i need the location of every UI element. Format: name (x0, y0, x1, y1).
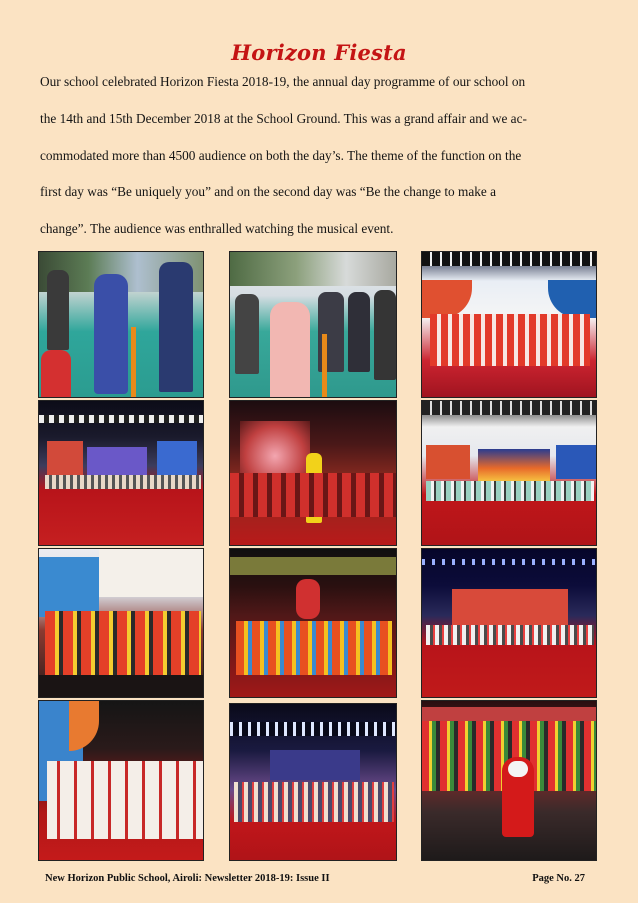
page-title: Horizon Fiesta (231, 40, 407, 65)
photo-stage-keyboard (38, 400, 204, 546)
photo-finale-stage-lights (229, 703, 397, 861)
photo-girls-white-dresses (38, 700, 204, 861)
paragraph-line: change”. The audience was enthralled watching the musical event. (40, 221, 394, 237)
photo-lamp-lighting-day-2 (229, 251, 397, 398)
photo-santa-celebration (421, 700, 597, 861)
paragraph-line: commodated more than 4500 audience on both the day’s. The theme of the function on the (40, 147, 522, 163)
paragraph-line: Our school celebrated Horizon Fiesta 2018-19, the annual day programme of our school on (40, 74, 526, 89)
paragraph-line: the 14th and 15th December 2018 at the School Ground. This was a grand affair and we ac- (40, 110, 527, 126)
photo-lamp-lighting-day-1 (38, 251, 204, 398)
photo-classical-dance (229, 548, 397, 698)
photo-choir-on-stage (421, 251, 597, 398)
photo-stage-sunset-backdrop (421, 400, 597, 546)
footer-page-number: Page No. 27 (532, 873, 585, 884)
photo-folk-dance (38, 548, 204, 698)
photo-wide-stage-night (421, 548, 597, 698)
article-paragraph (40, 64, 600, 248)
paragraph-line: first day was “Be uniquely you” and on the second day was “Be the change to make a (40, 184, 497, 200)
footer-newsletter-info: New Horizon Public School, Airoli: Newsletter 2018-19: Issue II (45, 873, 330, 884)
photo-ganesha-dance (229, 400, 397, 546)
